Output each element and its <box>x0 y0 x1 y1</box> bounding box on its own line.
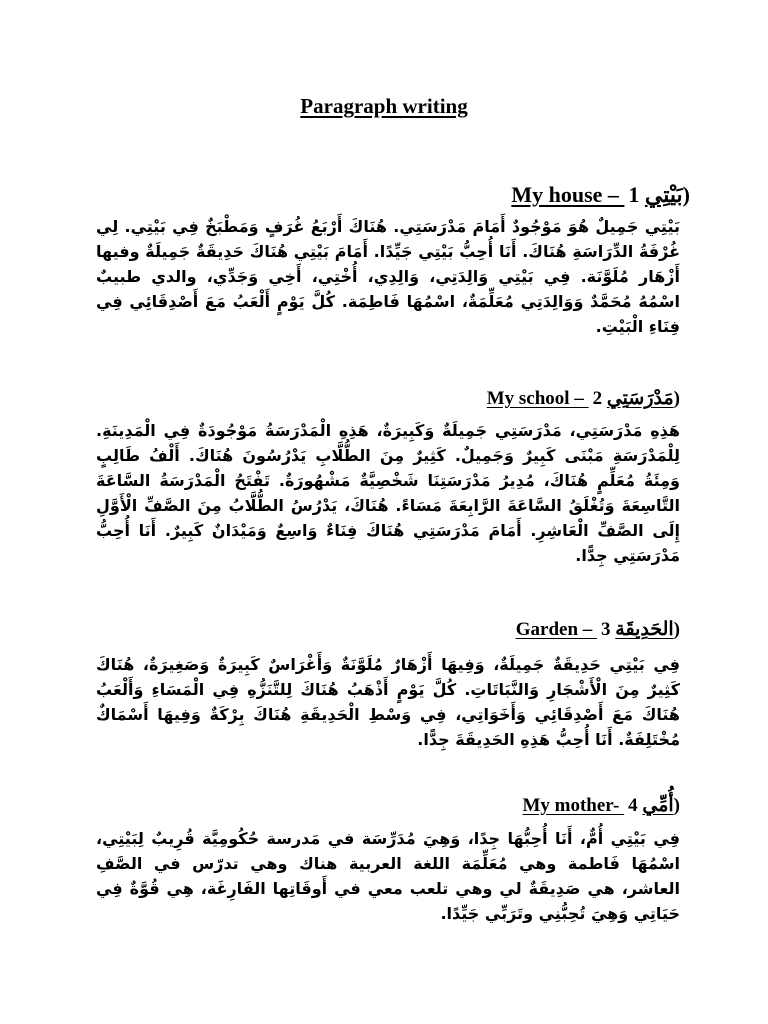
section-heading-english: My mother <box>522 795 614 816</box>
section-heading-my-school <box>487 387 680 410</box>
section-heading-garden <box>516 618 680 641</box>
section-heading-arabic: أُمِّي <box>642 795 674 816</box>
section-heading-separator: – <box>602 182 625 207</box>
section-heading-english: My school <box>486 388 570 409</box>
section-heading-arabic: الحَدِيقَة <box>615 619 674 640</box>
paragraph-my-mother: فِي بَيْتِي أُمٌّ، أَنَا أُحِبُّهَا جِدًا، وَهِيَ مُدَرِّسَة في مَدرسة حُكُومِيَّة قُرِيبٌ لِبَيْتِي، اسْمُهَا فَاطمة وهي مُعَلِّمَة اللغة العربية هناك وهي تدرّس في الصَّفِ العاشر، هي صَدِيقَةٌ لي وهي تلعب معي في أَوقَاتِها الفَارِغَة، هِي قُوَّةٌ فِي حَيَاتِي وَهِيَ تُحِبُّنِي وتَرَبِّي جَيِّدًا. <box>96 829 680 923</box>
section-heading-separator: – <box>578 619 598 640</box>
section-heading-english: Garden <box>515 619 579 640</box>
section-heading-my-house <box>511 182 690 208</box>
section-heading-english: My house <box>511 182 603 207</box>
document-title: Paragraph writing <box>300 94 468 118</box>
section-number: 4) <box>628 795 680 816</box>
section-heading-my-mother <box>522 794 680 817</box>
section-heading-arabic: بَيْتِي <box>644 182 683 207</box>
section-number: 1) <box>628 182 690 207</box>
section-heading-separator: – <box>569 388 589 409</box>
paragraph-my-school: هَذِهِ مَدْرَسَتِي، مَدْرَسَتِي جَمِيلَةٌ وَكَبِيرَةٌ، هَذِهِ الْمَدْرَسَةُ مَوْجُودَةٌ فِي الْمَدِينَةِ. لِلْمَدْرَسَةِ مَبْنَى كَبِيرٌ وَجَمِيلٌ. كَثِيرٌ مِنَ الطُّلَّابِ يَدْرُسُونَ هُنَاكَ. أَلْفُ طَالِبٍ وَمِئَةُ مُعَلِّمٍ هُنَاكَ، مُدِيرُ مَدْرَسَتِنَا شَخْصِيَّةٌ مَشْهُورَةٌ. تَفْتَحُ الْمَدْرَسَةُ السَّاعَةَ التَّاسِعَةَ وَتُغْلَقُ السَّاعَةَ الرَّابِعَةَ مَسَاءً. هُنَاكَ، يَدْرُسُ الطُّلَّابُ مِنَ الصَّفِّ الْأَوَّلِ إِلَى الصَّفِّ الْعَاشِرِ. أَمَامَ مَدْرَسَتِي هُنَاكَ فِنَاءٌ وَاسِعٌ وَمَيْدَانٌ كَبِيرٌ. أَنَا أُحِبُّ مَدْرَسَتِي جِدًّا. <box>96 421 680 565</box>
paragraph-my-house: بَيْتِي جَمِيلٌ هُوَ مَوْجُودٌ أَمَامَ مَدْرَسَتِي. هُنَاكَ أَرْبَعُ غُرَفٍ وَمَطْبَخٌ فِي بَيْتِي. لِي غُرْفَةُ الدِّرَاسَةِ هُنَاكَ. أَنَا أُحِبُّ بَيْتِي جَيِّدًا. أَمَامَ بَيْتِي هُنَاكَ حَدِيقَةٌ جَمِيلَةٌ وفيها أَزْهَار مُلَوَّنَة. فِي بَيْتِي وَالِدَتِي، وَالِدِي، أُخْتِي، أَخِي وَجَدِّي، والدي طبيبٌ اسْمُهُ مُحَمَّدٌ وَوَالِدَتِي مُعَلِّمَةٌ، اسْمُهَا فَاطِمَة. كُلَّ يَوْمٍ أَلْعَبُ مَعَ أَصْدِقَائِي فِي فِنَاءِ الْبَيْتِ. <box>96 217 680 336</box>
section-number: 3) <box>601 619 680 640</box>
section-heading-separator: - <box>613 795 625 816</box>
section-heading-arabic: مَدْرَسَتِي <box>606 388 674 409</box>
paragraph-garden: فِي بَيْتِي حَدِيقَةٌ جَمِيلَةٌ، وَفِيهَا أَزْهَارٌ مُلَوَّنَةٌ وَأَغْرَاسٌ كَبِيرَةٌ وَصَغِيرَةٌ، هُنَاكَ كَثِيرٌ مِنَ الْأَشْجَارِ وَالنَّبَاتَاتِ. كُلَّ يَوْمٍ أَذْهَبُ هُنَاكَ لِلتَّنَزُّهِ فِي الْمَسَاءِ وَأَلْعَبُ هُنَاكَ مَعَ أَصْدِقَائِي وَأَخَوَاتِي، فِي وَسْطِ الْحَدِيقَةِ هُنَاكَ بِرْكَةٌ وَفِيهَا أَسْمَاكٌ مُخْتَلِفَةٌ. أَنَا أُحِبُّ هَذِهِ الحَدِيقَةَ جِدًّا. <box>96 655 680 749</box>
section-number: 2) <box>592 388 680 409</box>
